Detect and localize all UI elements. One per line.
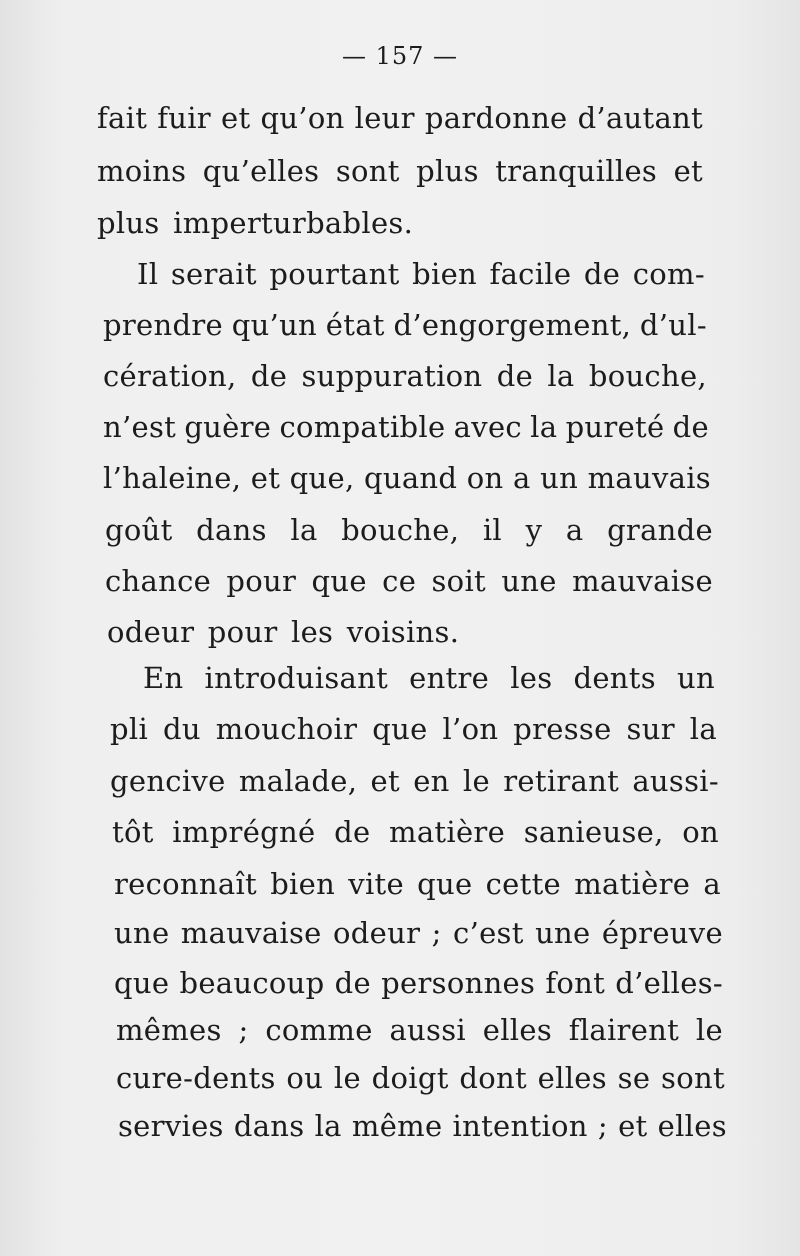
word: dont (459, 1061, 527, 1095)
text-line (110, 763, 719, 803)
word: quand (363, 461, 458, 495)
word: elles (537, 1061, 607, 1095)
text-line (103, 460, 711, 500)
word: cure-dents (116, 1061, 276, 1095)
page-number: — 157 — (341, 42, 459, 70)
word: d’autant (577, 101, 703, 135)
word: aussi- (632, 764, 719, 798)
word: bouche, (341, 513, 460, 547)
word: tranquilles (495, 154, 658, 188)
word: com- (632, 257, 705, 291)
word: qu’on (260, 101, 345, 135)
word: aussi (389, 1013, 466, 1047)
word: plus (416, 154, 479, 188)
word: bouche, (588, 359, 707, 393)
word: matière (389, 815, 506, 849)
word: que (311, 564, 367, 598)
word: elles (657, 1109, 727, 1143)
word: une (114, 916, 170, 950)
word: reconnaît (114, 867, 257, 901)
text-line (137, 256, 705, 296)
word: un (676, 661, 715, 695)
word: soit (431, 564, 486, 598)
word: bien (270, 867, 336, 901)
word: beaucoup (179, 966, 325, 1000)
word: ce (382, 564, 417, 598)
word: mauvaise (572, 564, 713, 598)
word: mauvaise (180, 916, 322, 950)
word: dans (196, 513, 267, 547)
word: goût (105, 513, 173, 547)
word: l’on (442, 712, 499, 746)
word: a (703, 867, 721, 901)
text-line (103, 358, 707, 398)
word: fuir (157, 101, 211, 135)
word: d’elles- (615, 966, 723, 1000)
word: suppuration (301, 359, 483, 393)
word: comme (265, 1013, 373, 1047)
word: qu’elles (202, 154, 320, 188)
word: et (618, 1109, 648, 1143)
word: fait (97, 101, 148, 135)
word: et (370, 764, 400, 798)
word: vite (348, 867, 404, 901)
word: serait (170, 257, 257, 291)
word: la (530, 410, 558, 444)
word: a (565, 513, 584, 547)
word: font (545, 966, 606, 1000)
word: intention (452, 1109, 588, 1143)
word: d’engorgement, (393, 308, 632, 342)
word: moins (97, 154, 187, 188)
word: sanieuse, (523, 815, 664, 849)
word: prendre (103, 308, 223, 342)
word: état (325, 308, 385, 342)
word: imprégné (172, 815, 316, 849)
word: que (372, 712, 428, 746)
word: doigt (371, 1061, 449, 1095)
word: a (513, 461, 531, 495)
word: une (501, 564, 557, 598)
word: ; (238, 1013, 249, 1047)
word: de (496, 359, 534, 393)
word: bien (412, 257, 478, 291)
text-line (114, 965, 723, 1005)
word: cération, (103, 359, 237, 393)
word: avec (453, 410, 522, 444)
word: de (250, 359, 288, 393)
word: se (617, 1061, 651, 1095)
word: mauvais (587, 461, 711, 495)
word: ; (431, 916, 442, 950)
text-line (110, 711, 717, 751)
word: presse (513, 712, 612, 746)
text-line (103, 409, 709, 449)
word: l’haleine, (103, 461, 242, 495)
word: la (314, 1109, 342, 1143)
word: personnes (381, 966, 536, 1000)
word: il (482, 513, 502, 547)
word: matière (574, 867, 691, 901)
word: qu’un (231, 308, 318, 342)
word: que, (289, 461, 355, 495)
word: leur (354, 101, 415, 135)
text-line (114, 866, 721, 906)
word: que (114, 966, 170, 1000)
word: on (466, 461, 504, 495)
word: de (672, 410, 709, 444)
word: une (535, 916, 591, 950)
word: tôt (112, 815, 154, 849)
text-line (116, 1012, 723, 1052)
word: dents (573, 661, 656, 695)
word: ou (286, 1061, 324, 1095)
word: odeur (333, 916, 421, 950)
text-line (116, 1060, 725, 1100)
text-line (118, 1108, 727, 1148)
word: même (351, 1109, 443, 1143)
word: gencive (110, 764, 226, 798)
word: le (695, 1013, 723, 1047)
text-line (114, 915, 723, 955)
text-line (105, 512, 713, 552)
word: sont (335, 154, 400, 188)
word: pour (226, 564, 297, 598)
text-line: odeur pour les voisins. (107, 615, 460, 649)
word: que (417, 867, 473, 901)
word: chance (105, 564, 212, 598)
word: mêmes (116, 1013, 222, 1047)
word: épreuve (601, 916, 723, 950)
word: d’ul- (639, 308, 707, 342)
word: introduisant (204, 661, 389, 695)
word: mouchoir (215, 712, 358, 746)
word: En (143, 661, 184, 695)
word: la (689, 712, 717, 746)
word: le (462, 764, 490, 798)
word: la (290, 513, 318, 547)
word: sur (626, 712, 675, 746)
word: on (682, 815, 719, 849)
word: cette (485, 867, 562, 901)
text-line (97, 153, 703, 193)
word: ; (597, 1109, 608, 1143)
word: de (583, 257, 621, 291)
word: pureté (565, 410, 665, 444)
word: et (221, 101, 251, 135)
word: du (162, 712, 201, 746)
text-line (105, 563, 713, 603)
text-line (143, 660, 715, 700)
word: retirant (503, 764, 620, 798)
word: de (334, 966, 371, 1000)
word: dans (233, 1109, 305, 1143)
word: en (413, 764, 450, 798)
text-line (103, 307, 707, 347)
word: sont (661, 1061, 725, 1095)
text-line: plus imperturbables. (97, 206, 414, 240)
word: la (547, 359, 575, 393)
word: elles (482, 1013, 553, 1047)
word: c’est (453, 916, 524, 950)
word: facile (489, 257, 572, 291)
word: et (250, 461, 281, 495)
word: de (334, 815, 371, 849)
word: pli (110, 712, 149, 746)
word: servies (118, 1109, 224, 1143)
word: flairent (568, 1013, 680, 1047)
word: compatible (279, 410, 446, 444)
word: entre (409, 661, 490, 695)
word: Il (137, 257, 159, 291)
word: y (525, 513, 543, 547)
word: un (540, 461, 579, 495)
word: grande (607, 513, 713, 547)
text-line (97, 100, 703, 140)
word: les (510, 661, 553, 695)
word: pardonne (424, 101, 568, 135)
word: guère (184, 410, 272, 444)
word: le (333, 1061, 361, 1095)
word: n’est (103, 410, 177, 444)
word: pourtant (269, 257, 400, 291)
word: et (673, 154, 703, 188)
word: malade, (238, 764, 358, 798)
text-line (112, 814, 719, 854)
